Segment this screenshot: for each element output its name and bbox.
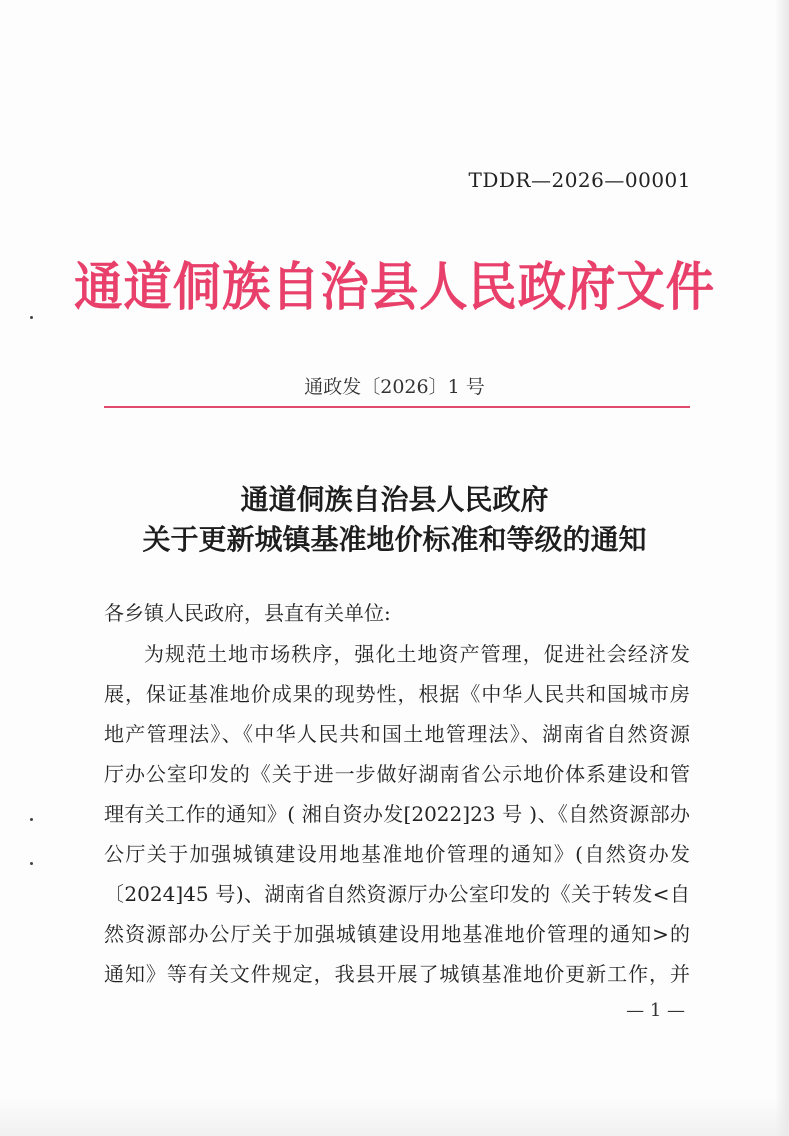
page-number: — 1 —: [626, 1000, 685, 1021]
scan-speck: [30, 862, 33, 865]
body-line: 通知》等有关文件规定，我县开展了城镇基准地价更新工作，并: [104, 962, 690, 986]
body-line: 〔2024]45 号)、湖南省自然资源厅办公室印发的《关于转发<自: [104, 882, 690, 906]
scan-shadow-edge: [775, 0, 789, 1136]
body-line: 理有关工作的通知》( 湘自资办发[2022]23 号 )、《自然资源部办: [104, 802, 690, 826]
headline-line-2: 关于更新城镇基准地价标准和等级的通知: [142, 523, 647, 556]
body-line: 地产管理法》、《中华人民共和国土地管理法》、湖南省自然资源: [104, 722, 690, 746]
issuer-title: 通道侗族自治县人民政府文件: [74, 258, 715, 318]
body-line: 然资源部办公厅关于加强城镇建设用地基准地价管理的通知>的: [104, 922, 690, 946]
document-number: 通政发〔2026〕1 号: [304, 376, 485, 398]
headline-line-1: 通道侗族自治县人民政府: [240, 483, 549, 516]
document-id: TDDR—2026—00001: [468, 168, 691, 192]
scan-speck: [30, 818, 33, 821]
scan-shadow-bottom: [0, 1096, 789, 1136]
addressee: 各乡镇人民政府，县直有关单位:: [104, 601, 391, 625]
red-divider-rule: [104, 406, 690, 408]
body-line: 厅办公室印发的《关于进一步做好湖南省公示地价体系建设和管: [104, 762, 690, 786]
body-line: 公厅关于加强城镇建设用地基准地价管理的通知》(自然资办发: [104, 842, 690, 866]
body-line: 展，保证基准地价成果的现势性，根据《中华人民共和国城市房: [104, 682, 690, 706]
scan-speck: [30, 316, 33, 319]
body-line: 为规范土地市场秩序，强化土地资产管理，促进社会经济发: [144, 642, 690, 666]
